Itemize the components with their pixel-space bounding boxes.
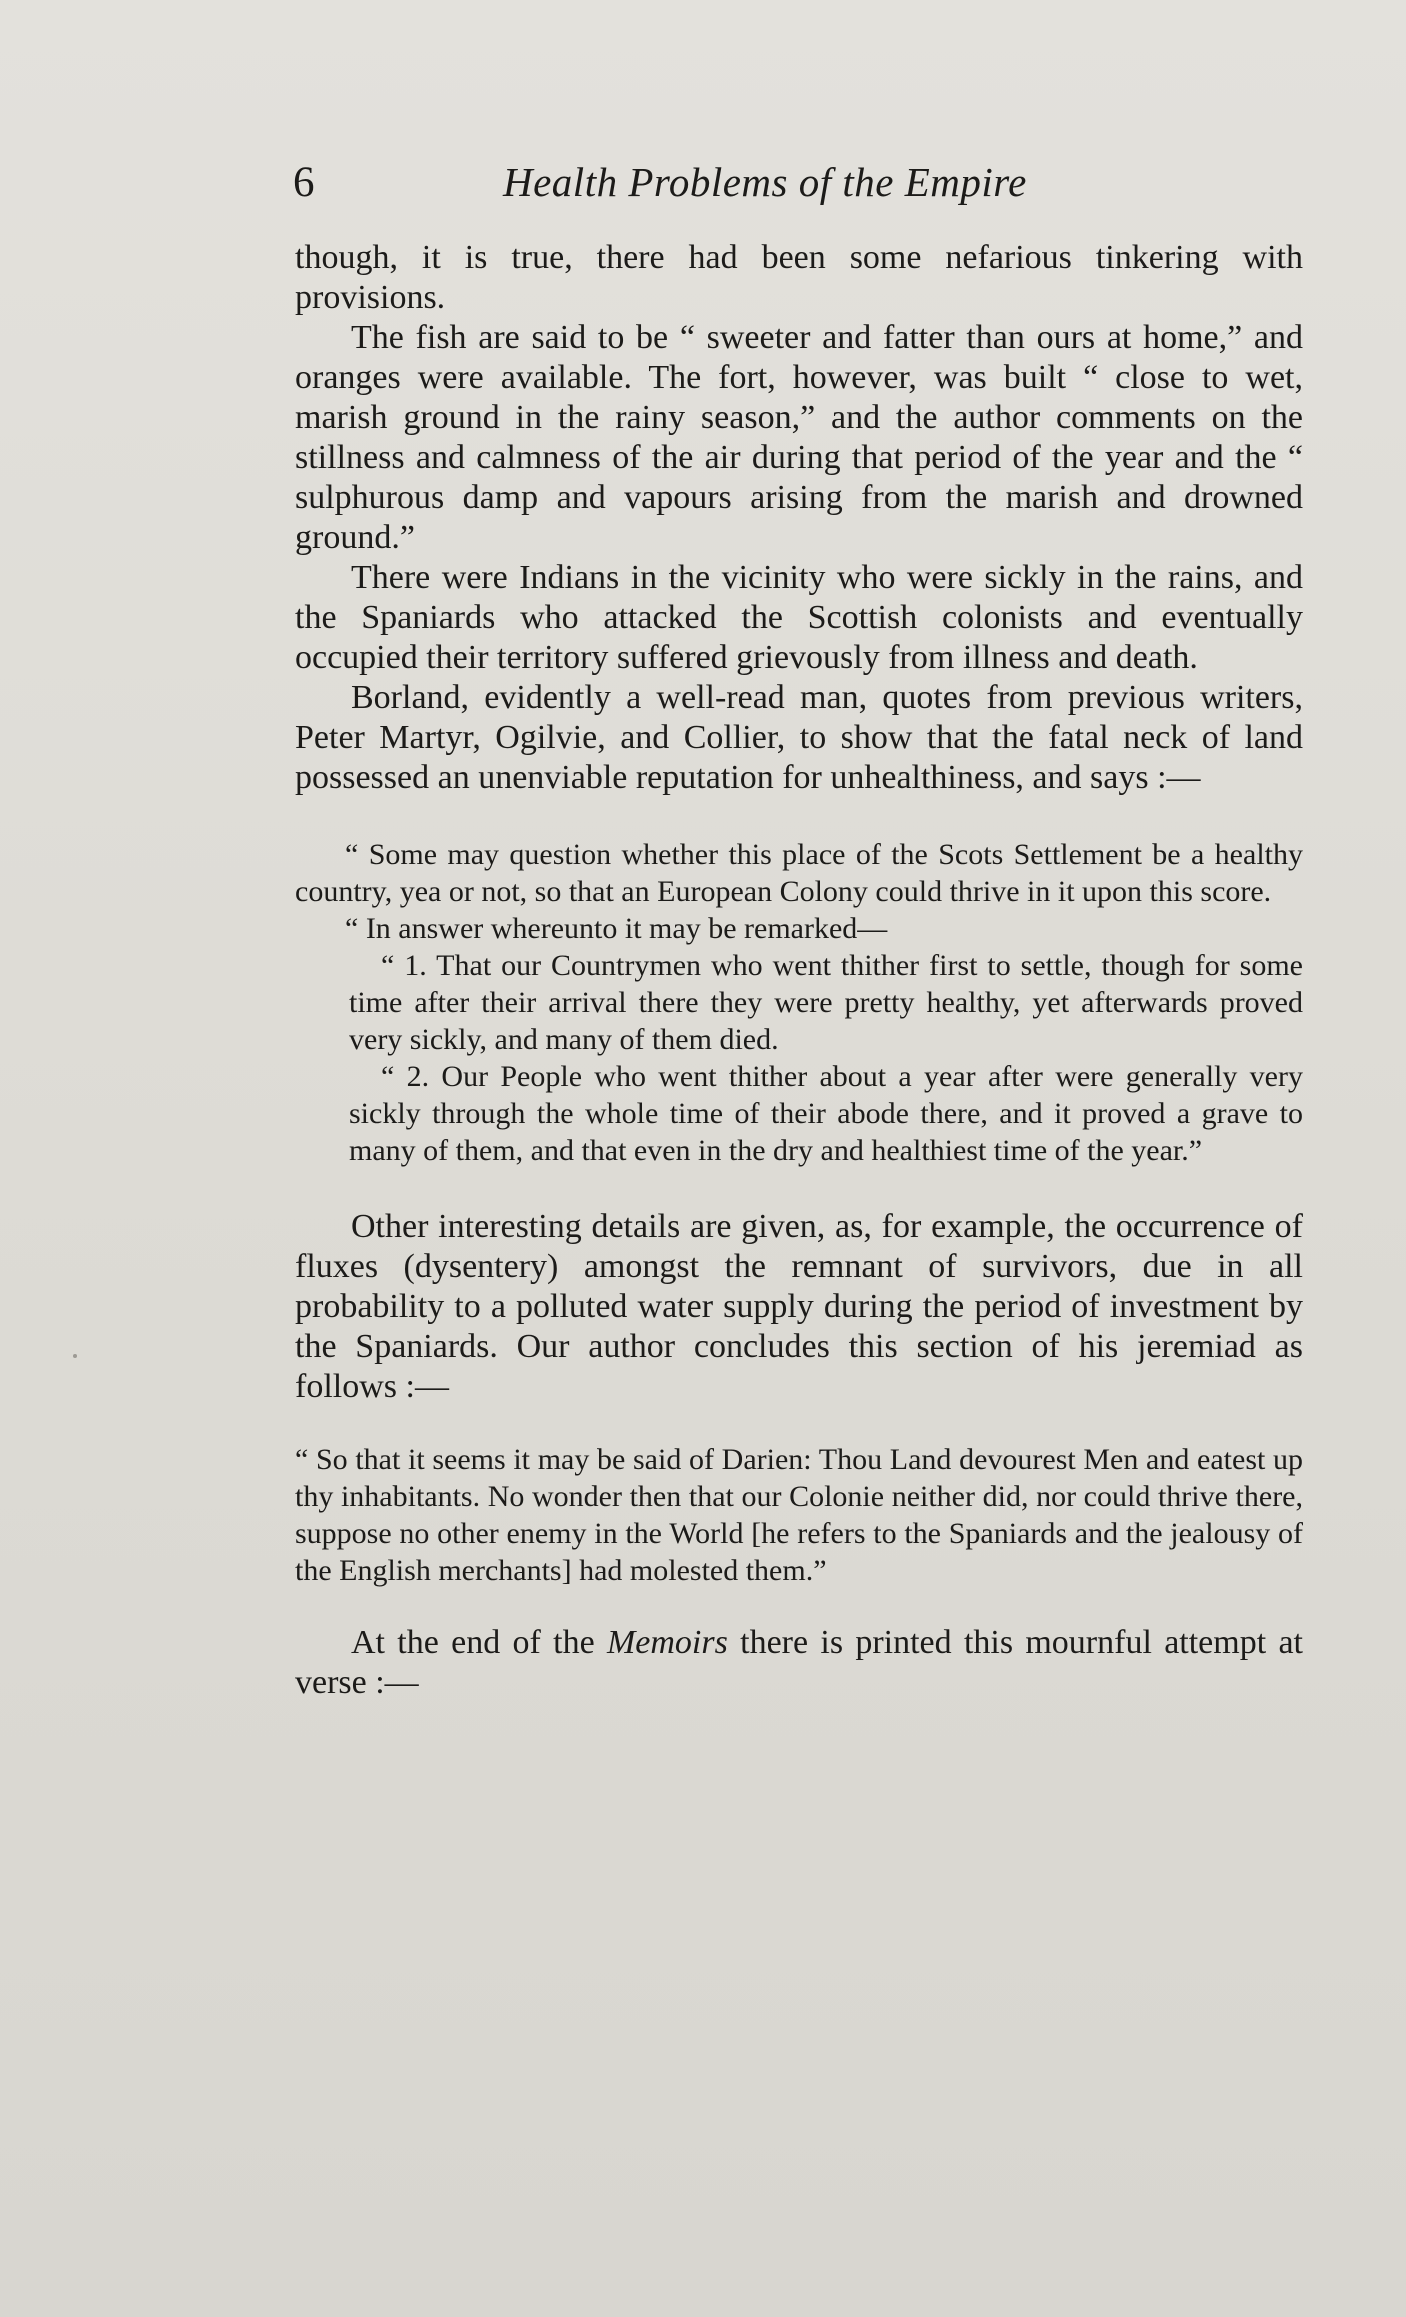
memoirs-text-before: At the end of the — [351, 1624, 607, 1661]
quote-darien: “ So that it seems it may be said of Darien: Thou Land devourest Men and eatest up thy inhabitants. No wonder then that our Colonie neither did, nor could thrive there, suppose no other enemy in the World [he refers to the Spaniards and the jealousy of the English merchants] had molested them.” — [295, 1443, 1303, 1587]
paragraph-continuation: though, it is true, there had been some nefarious tinkering with provisions. — [295, 239, 1303, 316]
paragraph-memoirs-verse — [295, 1623, 1303, 1703]
quote-point-2: “ 2. Our People who went thither about a year after were generally very sickly through the whole time of their abode there, and it proved a grave to many of them, and that even in the dry and healthiest time of the year.” — [349, 1060, 1303, 1167]
block-quote-darien — [295, 1441, 1303, 1589]
quote-point-1: “ 1. That our Countrymen who went thither first to settle, though for some time after their arrival there they were pretty healthy, yet afterwards proved very sickly, and many of them died. — [349, 949, 1303, 1056]
memoirs-title: Memoirs — [606, 1624, 728, 1661]
quote-answer: “ In answer whereunto it may be remarked— — [345, 912, 888, 945]
paragraph-indians-spaniards: There were Indians in the vicinity who were sickly in the rains, and the Spaniards who attacked the Scottish colonists and eventually occupied their territory suffered grievously from illness and death. — [295, 559, 1303, 676]
paragraph-fish-and-fort: The fish are said to be “ sweeter and fatter than ours at home,” and oranges were available. The fort, however, was built “ close to wet, marish ground in the rainy season,” and the author comments on the stillness and calmness of the air during that period of the year and the “ sulphurous damp and vapours arising from the marish and drowned ground.” — [295, 319, 1303, 556]
page-number: 6 — [293, 159, 315, 206]
paper-speck — [73, 1354, 77, 1358]
quote-healthy-country: “ Some may question whether this place of the Scots Settlement be a healthy country, yea or not, so that an European Colony could thrive in it upon this score. — [295, 838, 1303, 908]
page-header — [293, 158, 1301, 218]
paragraph-borland: Borland, evidently a well-read man, quotes from previous writers, Peter Martyr, Ogilvie, and Collier, to show that the fatal neck of land possessed an unenviable reputation for unhealthiness, and says :— — [295, 679, 1303, 796]
running-title: Health Problems of the Empire — [503, 159, 1027, 205]
paragraph-other-details: Other interesting details are given, as, for example, the occurrence of fluxes (dysentery) amongst the remnant of survivors, due in all probability to a polluted water supply during the period of investment by the Spaniards. Our author concludes this section of his jeremiad as follows :— — [295, 1208, 1303, 1405]
memoirs-text-after: there is printed this mournful attempt at verse :— — [295, 1624, 1303, 1701]
block-quote-settlement — [295, 836, 1303, 1169]
body-text — [295, 238, 1303, 1703]
